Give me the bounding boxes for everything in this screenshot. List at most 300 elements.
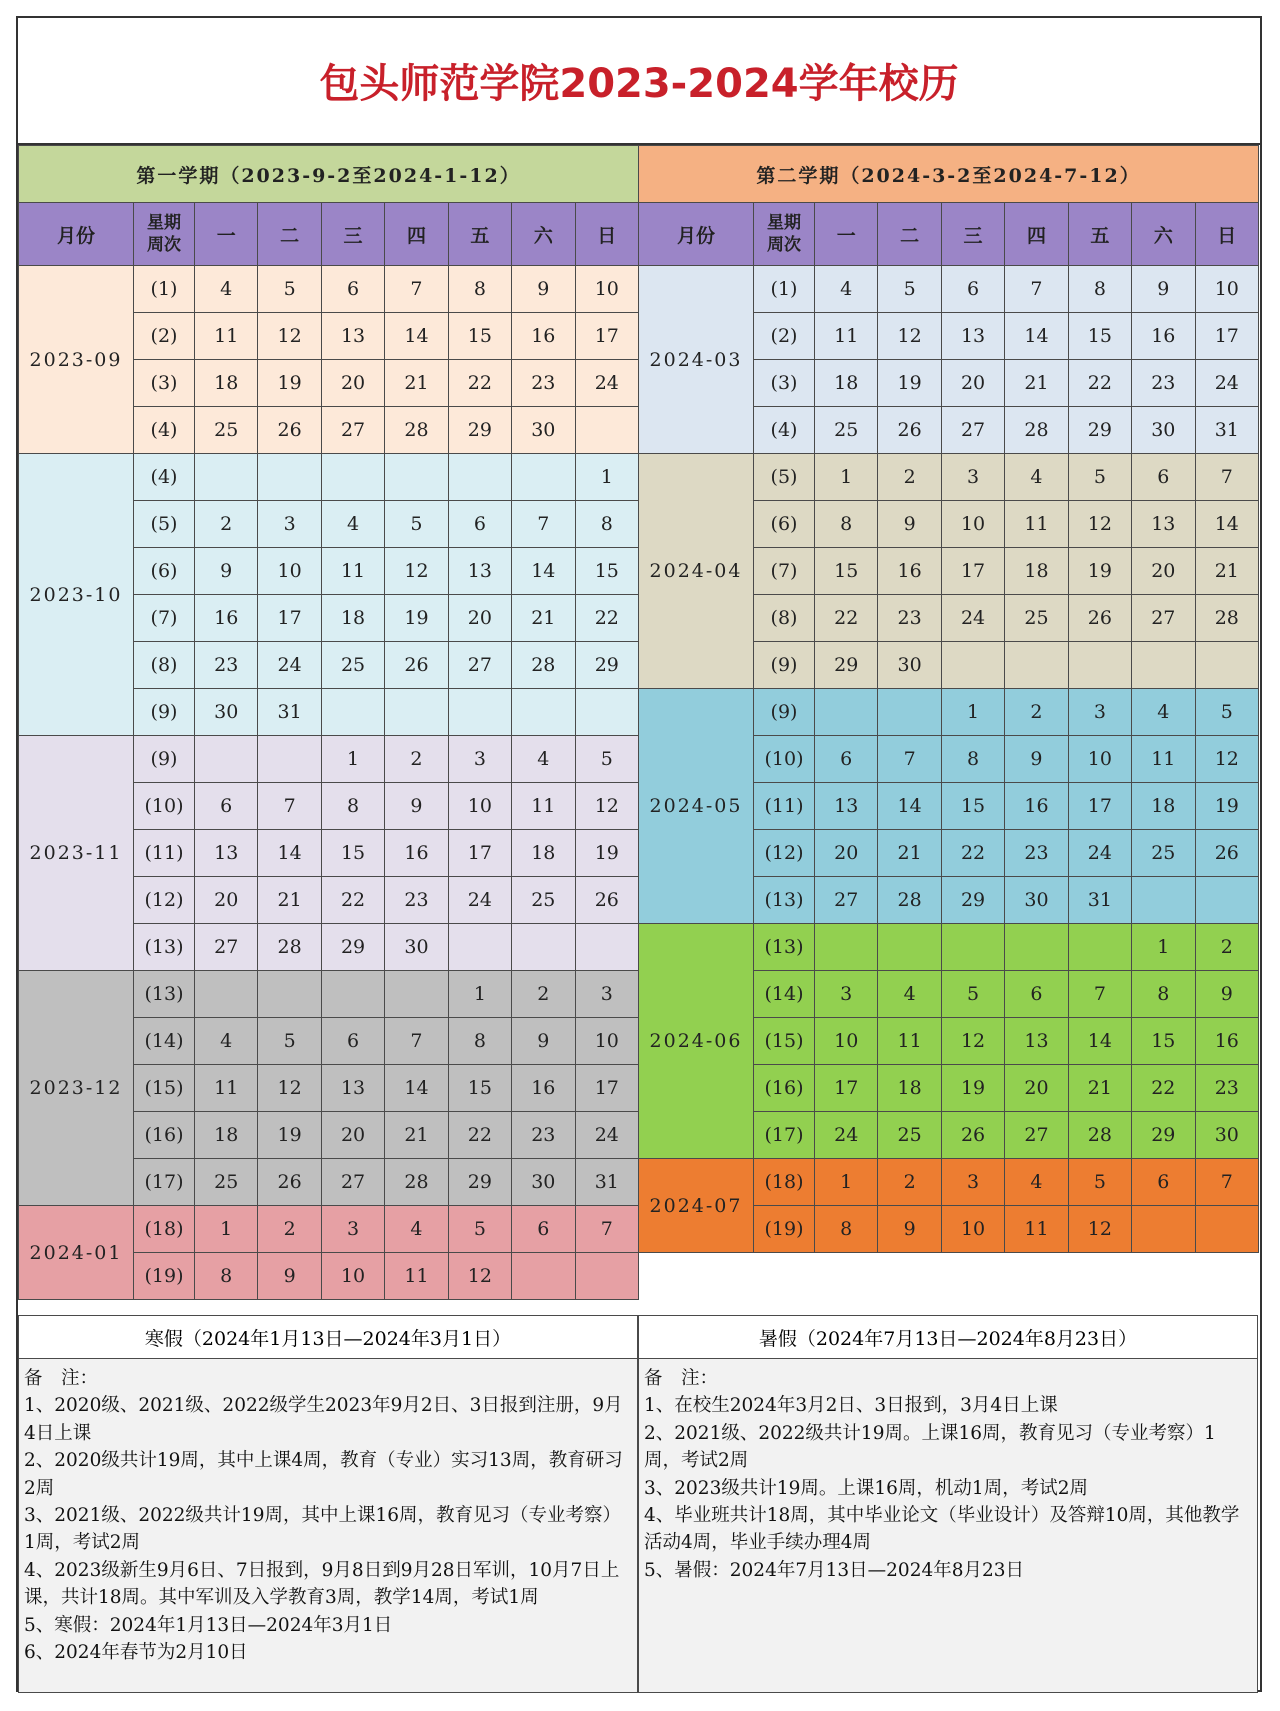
day-cell: 15	[815, 548, 878, 595]
week-number: (5)	[134, 501, 195, 548]
day-cell	[575, 689, 639, 736]
day-cell: 4	[1005, 1159, 1068, 1206]
day-cell: 6	[195, 783, 258, 830]
semester-header: 第一学期（2023-9-2至2024-1-12）	[19, 146, 639, 203]
week-number: (16)	[134, 1112, 195, 1159]
day-cell	[1132, 642, 1195, 689]
day-cell: 2	[878, 1159, 941, 1206]
week-number: (18)	[134, 1206, 195, 1253]
day-cell: 21	[1068, 1065, 1131, 1112]
day-cell: 12	[258, 1065, 321, 1112]
semester-2	[638, 145, 1258, 1253]
summer-vacation: 暑假（2024年7月13日—2024年8月23日）	[638, 1315, 1258, 1359]
day-cell: 5	[878, 266, 941, 313]
day-cell: 14	[385, 313, 448, 360]
day-cell: 27	[815, 877, 878, 924]
day-cell: 19	[1068, 548, 1131, 595]
day-cell: 26	[941, 1112, 1004, 1159]
note-line: 1、在校生2024年3月2日、3日报到，3月4日上课	[644, 1395, 1058, 1417]
semester-2-table	[638, 145, 1259, 1253]
day-cell	[941, 924, 1004, 971]
weekday-header: 四	[1005, 203, 1068, 266]
day-cell: 12	[385, 548, 448, 595]
day-cell: 2	[1005, 689, 1068, 736]
day-cell: 4	[1132, 689, 1195, 736]
day-cell: 4	[512, 736, 575, 783]
day-cell: 28	[512, 642, 575, 689]
day-cell: 28	[258, 924, 321, 971]
day-cell: 10	[448, 783, 511, 830]
note-line: 1、2020级、2021级、2022级学生2023年9月2日、3日报到注册，9月4日上课	[24, 1395, 623, 1444]
weekno-label: 周次	[767, 235, 801, 255]
day-cell: 6	[1132, 1159, 1195, 1206]
day-cell: 13	[195, 830, 258, 877]
day-cell: 24	[448, 877, 511, 924]
day-cell: 12	[1068, 501, 1131, 548]
week-number: (2)	[754, 313, 815, 360]
day-cell: 22	[815, 595, 878, 642]
day-cell: 2	[258, 1206, 321, 1253]
week-number: (17)	[754, 1112, 815, 1159]
day-cell: 10	[1195, 266, 1259, 313]
day-cell: 7	[385, 266, 448, 313]
day-cell	[1068, 642, 1131, 689]
week-row	[639, 924, 1259, 971]
day-cell: 25	[321, 642, 384, 689]
week-number: (17)	[134, 1159, 195, 1206]
day-cell: 16	[1005, 783, 1068, 830]
day-cell: 5	[448, 1206, 511, 1253]
day-cell: 23	[195, 642, 258, 689]
weekday-header: 一	[815, 203, 878, 266]
weekday-week-header	[754, 203, 815, 266]
day-cell: 17	[258, 595, 321, 642]
day-cell: 5	[1195, 689, 1259, 736]
day-cell: 8	[815, 1206, 878, 1253]
note-line: 6、2024年春节为2月10日	[24, 1642, 248, 1664]
day-cell	[195, 454, 258, 501]
day-cell: 3	[1068, 689, 1131, 736]
week-number: (15)	[754, 1018, 815, 1065]
day-cell	[1195, 1206, 1259, 1253]
day-cell	[575, 407, 639, 454]
week-row	[19, 1206, 639, 1253]
month-label: 2023-10	[19, 454, 134, 736]
note-line: 备 注：	[644, 1368, 719, 1389]
week-number: (14)	[134, 1018, 195, 1065]
month-column-header: 月份	[639, 203, 754, 266]
day-cell: 13	[815, 783, 878, 830]
week-number: (11)	[134, 830, 195, 877]
week-number: (18)	[754, 1159, 815, 1206]
week-number: (2)	[134, 313, 195, 360]
day-cell: 14	[385, 1065, 448, 1112]
day-cell	[1005, 924, 1068, 971]
day-cell: 16	[512, 313, 575, 360]
day-cell: 11	[512, 783, 575, 830]
note-line: 4、2023级新生9月6日、7日报到，9月8日到9月28日军训，10月7日上课，共计18周。其中军训及入学教育3周，教学14周，考试1周	[24, 1559, 620, 1609]
day-cell: 12	[448, 1253, 511, 1300]
day-cell: 9	[878, 1206, 941, 1253]
day-cell: 3	[448, 736, 511, 783]
day-cell: 17	[815, 1065, 878, 1112]
week-row	[19, 971, 639, 1018]
weekday-header: 六	[1132, 203, 1195, 266]
day-cell: 21	[512, 595, 575, 642]
day-cell	[512, 924, 575, 971]
day-cell: 26	[575, 877, 639, 924]
day-cell: 20	[448, 595, 511, 642]
day-cell: 11	[1005, 1206, 1068, 1253]
day-cell: 15	[448, 1065, 511, 1112]
week-number: (4)	[754, 407, 815, 454]
day-cell: 24	[1068, 830, 1131, 877]
day-cell: 14	[1195, 501, 1259, 548]
calendar-frame	[16, 16, 1262, 1692]
month-label: 2023-11	[19, 736, 134, 971]
day-cell: 3	[941, 454, 1004, 501]
page-title: 包头师范学院2023-2024学年校历	[18, 18, 1260, 145]
day-cell: 17	[575, 1065, 639, 1112]
day-cell: 22	[1132, 1065, 1195, 1112]
day-cell: 30	[385, 924, 448, 971]
day-cell	[1005, 642, 1068, 689]
day-cell: 1	[195, 1206, 258, 1253]
day-cell: 21	[385, 360, 448, 407]
day-cell	[1132, 1206, 1195, 1253]
week-number: (10)	[134, 783, 195, 830]
day-cell: 19	[258, 1112, 321, 1159]
weekday-label: 星期	[767, 213, 801, 233]
day-cell: 23	[1132, 360, 1195, 407]
day-cell: 9	[258, 1253, 321, 1300]
day-cell: 1	[815, 1159, 878, 1206]
day-cell: 24	[258, 642, 321, 689]
day-cell: 12	[1195, 736, 1259, 783]
day-cell: 13	[1005, 1018, 1068, 1065]
note-line: 3、2023级共计19周。上课16周，机动1周，考试2周	[644, 1477, 1088, 1499]
day-cell: 14	[1068, 1018, 1131, 1065]
day-cell: 29	[321, 924, 384, 971]
column-header-row	[19, 203, 639, 266]
day-cell	[1068, 924, 1131, 971]
day-cell: 1	[1132, 924, 1195, 971]
weekday-header: 一	[195, 203, 258, 266]
day-cell: 26	[258, 407, 321, 454]
day-cell: 28	[878, 877, 941, 924]
semester-1-body	[19, 146, 639, 1300]
day-cell: 18	[321, 595, 384, 642]
note-line: 5、暑假：2024年7月13日—2024年8月23日	[644, 1559, 1025, 1581]
day-cell: 20	[1005, 1065, 1068, 1112]
day-cell: 30	[1195, 1112, 1259, 1159]
day-cell: 13	[448, 548, 511, 595]
day-cell: 17	[941, 548, 1004, 595]
day-cell: 19	[575, 830, 639, 877]
day-cell: 15	[1132, 1018, 1195, 1065]
day-cell: 9	[1132, 266, 1195, 313]
day-cell: 15	[448, 313, 511, 360]
day-cell: 31	[1068, 877, 1131, 924]
day-cell: 1	[941, 689, 1004, 736]
week-number: (9)	[754, 642, 815, 689]
day-cell: 10	[1068, 736, 1131, 783]
weekday-label: 星期	[147, 213, 181, 233]
day-cell: 21	[1005, 360, 1068, 407]
day-cell: 21	[878, 830, 941, 877]
day-cell	[385, 689, 448, 736]
day-cell: 23	[1005, 830, 1068, 877]
day-cell: 26	[878, 407, 941, 454]
day-cell	[385, 454, 448, 501]
day-cell: 13	[321, 313, 384, 360]
day-cell: 13	[1132, 501, 1195, 548]
day-cell: 6	[1132, 454, 1195, 501]
note-line: 2、2020级共计19周，其中上课4周，教育（专业）实习13周，教育研习2周	[24, 1450, 623, 1499]
day-cell: 28	[1005, 407, 1068, 454]
day-cell: 11	[195, 313, 258, 360]
day-cell: 21	[1195, 548, 1259, 595]
day-cell	[1132, 877, 1195, 924]
day-cell: 15	[941, 783, 1004, 830]
day-cell: 7	[1068, 971, 1131, 1018]
day-cell: 5	[258, 266, 321, 313]
day-cell: 11	[321, 548, 384, 595]
day-cell: 25	[1005, 595, 1068, 642]
day-cell	[258, 971, 321, 1018]
day-cell: 8	[1068, 266, 1131, 313]
week-number: (1)	[134, 266, 195, 313]
day-cell: 16	[512, 1065, 575, 1112]
weekno-label: 周次	[147, 235, 181, 255]
day-cell: 8	[195, 1253, 258, 1300]
week-number: (11)	[754, 783, 815, 830]
day-cell: 7	[1195, 454, 1259, 501]
week-number: (9)	[754, 689, 815, 736]
day-cell: 6	[1005, 971, 1068, 1018]
day-cell: 29	[941, 877, 1004, 924]
day-cell: 21	[258, 877, 321, 924]
semester-2-footer	[638, 1315, 1258, 1693]
day-cell: 27	[195, 924, 258, 971]
day-cell: 8	[448, 266, 511, 313]
month-label: 2023-09	[19, 266, 134, 454]
day-cell	[321, 454, 384, 501]
day-cell: 11	[385, 1253, 448, 1300]
day-cell: 29	[1068, 407, 1131, 454]
day-cell: 25	[815, 407, 878, 454]
day-cell: 25	[878, 1112, 941, 1159]
day-cell: 23	[512, 1112, 575, 1159]
day-cell	[321, 689, 384, 736]
day-cell: 14	[878, 783, 941, 830]
day-cell	[815, 689, 878, 736]
day-cell: 1	[448, 971, 511, 1018]
day-cell: 28	[385, 1159, 448, 1206]
weekday-header: 五	[1068, 203, 1131, 266]
day-cell: 26	[1068, 595, 1131, 642]
day-cell: 9	[512, 266, 575, 313]
week-number: (7)	[754, 548, 815, 595]
day-cell: 24	[1195, 360, 1259, 407]
day-cell: 23	[512, 360, 575, 407]
day-cell: 8	[815, 501, 878, 548]
day-cell: 30	[512, 407, 575, 454]
day-cell: 4	[195, 1018, 258, 1065]
day-cell: 5	[941, 971, 1004, 1018]
day-cell: 11	[1132, 736, 1195, 783]
week-number: (19)	[754, 1206, 815, 1253]
day-cell: 31	[575, 1159, 639, 1206]
day-cell: 4	[321, 501, 384, 548]
day-cell: 20	[321, 360, 384, 407]
week-number: (3)	[134, 360, 195, 407]
weekday-header: 三	[941, 203, 1004, 266]
note-line: 5、寒假：2024年1月13日—2024年3月1日	[24, 1614, 393, 1636]
day-cell: 26	[258, 1159, 321, 1206]
day-cell: 30	[512, 1159, 575, 1206]
day-cell: 3	[321, 1206, 384, 1253]
day-cell: 2	[512, 971, 575, 1018]
day-cell: 19	[385, 595, 448, 642]
week-number: (13)	[134, 924, 195, 971]
month-label: 2023-12	[19, 971, 134, 1206]
day-cell: 25	[195, 1159, 258, 1206]
day-cell	[815, 924, 878, 971]
week-number: (7)	[134, 595, 195, 642]
day-cell	[575, 924, 639, 971]
note-line: 4、毕业班共计18周，其中毕业论文（毕业设计）及答辩10周，其他教学活动4周，毕业手续办理4周	[644, 1505, 1240, 1554]
day-cell: 2	[878, 454, 941, 501]
day-cell: 22	[321, 877, 384, 924]
day-cell: 29	[575, 642, 639, 689]
week-row	[19, 266, 639, 313]
month-label: 2024-05	[639, 689, 754, 924]
month-label: 2024-01	[19, 1206, 134, 1300]
month-column-header: 月份	[19, 203, 134, 266]
day-cell: 12	[941, 1018, 1004, 1065]
day-cell: 11	[195, 1065, 258, 1112]
week-number: (12)	[754, 830, 815, 877]
day-cell: 2	[1195, 924, 1259, 971]
week-number: (13)	[134, 971, 195, 1018]
week-number: (10)	[754, 736, 815, 783]
day-cell: 12	[258, 313, 321, 360]
day-cell: 3	[258, 501, 321, 548]
note-line: 备 注：	[24, 1368, 99, 1389]
day-cell: 18	[512, 830, 575, 877]
day-cell: 23	[385, 877, 448, 924]
day-cell: 20	[941, 360, 1004, 407]
day-cell: 7	[1195, 1159, 1259, 1206]
day-cell: 1	[321, 736, 384, 783]
day-cell: 27	[1005, 1112, 1068, 1159]
day-cell: 18	[195, 1112, 258, 1159]
day-cell: 11	[815, 313, 878, 360]
day-cell: 29	[815, 642, 878, 689]
day-cell	[512, 454, 575, 501]
day-cell: 30	[195, 689, 258, 736]
winter-vacation: 寒假（2024年1月13日—2024年3月1日）	[18, 1315, 638, 1359]
day-cell: 10	[258, 548, 321, 595]
week-number: (4)	[134, 454, 195, 501]
day-cell: 25	[512, 877, 575, 924]
week-number: (9)	[134, 689, 195, 736]
day-cell: 16	[385, 830, 448, 877]
day-cell: 6	[941, 266, 1004, 313]
day-cell: 9	[878, 501, 941, 548]
day-cell: 3	[815, 971, 878, 1018]
day-cell	[321, 971, 384, 1018]
day-cell	[941, 642, 1004, 689]
semester-1-footer	[18, 1315, 638, 1693]
day-cell: 24	[575, 1112, 639, 1159]
semester-header: 第二学期（2024-3-2至2024-7-12）	[639, 146, 1259, 203]
month-label: 2024-07	[639, 1159, 754, 1253]
week-number: (16)	[754, 1065, 815, 1112]
semester-1-table	[18, 145, 639, 1300]
day-cell: 27	[448, 642, 511, 689]
day-cell: 8	[1132, 971, 1195, 1018]
day-cell: 20	[321, 1112, 384, 1159]
day-cell: 12	[878, 313, 941, 360]
day-cell: 7	[258, 783, 321, 830]
day-cell: 4	[195, 266, 258, 313]
week-number: (8)	[754, 595, 815, 642]
day-cell: 19	[258, 360, 321, 407]
day-cell: 9	[512, 1018, 575, 1065]
day-cell: 7	[385, 1018, 448, 1065]
day-cell: 30	[878, 642, 941, 689]
day-cell: 9	[1195, 971, 1259, 1018]
day-cell: 29	[1132, 1112, 1195, 1159]
day-cell	[195, 736, 258, 783]
day-cell	[1195, 642, 1259, 689]
month-label: 2024-03	[639, 266, 754, 454]
week-number: (1)	[754, 266, 815, 313]
note-line: 2、2021级、2022级共计19周。上课16周，教育见习（专业考察）1周，考试2周	[644, 1422, 1216, 1472]
day-cell: 3	[941, 1159, 1004, 1206]
week-number: (8)	[134, 642, 195, 689]
day-cell: 15	[321, 830, 384, 877]
day-cell: 3	[575, 971, 639, 1018]
semester-1	[18, 145, 638, 1300]
day-cell: 18	[195, 360, 258, 407]
day-cell: 8	[575, 501, 639, 548]
day-cell: 12	[1068, 1206, 1131, 1253]
day-cell: 6	[448, 501, 511, 548]
weekday-header: 二	[878, 203, 941, 266]
day-cell: 25	[1132, 830, 1195, 877]
weekday-header: 二	[258, 203, 321, 266]
day-cell: 8	[448, 1018, 511, 1065]
semester-header-row	[639, 146, 1259, 203]
day-cell: 27	[321, 1159, 384, 1206]
day-cell	[448, 689, 511, 736]
day-cell: 7	[878, 736, 941, 783]
weekday-header: 日	[1195, 203, 1259, 266]
day-cell	[575, 1253, 639, 1300]
day-cell: 23	[878, 595, 941, 642]
day-cell: 1	[815, 454, 878, 501]
day-cell: 5	[258, 1018, 321, 1065]
day-cell	[512, 689, 575, 736]
day-cell: 20	[1132, 548, 1195, 595]
day-cell: 16	[1195, 1018, 1259, 1065]
day-cell: 24	[941, 595, 1004, 642]
day-cell: 1	[575, 454, 639, 501]
day-cell: 10	[941, 1206, 1004, 1253]
